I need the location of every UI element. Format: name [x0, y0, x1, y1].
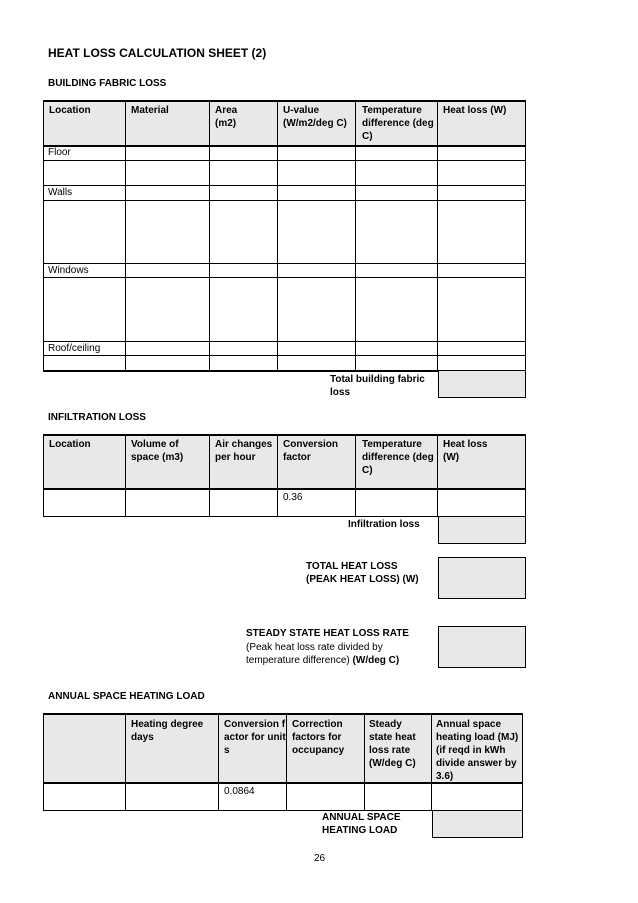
annual-header-conversion: Conversion factor for units: [224, 719, 286, 756]
annual-header-correction: Correction factors for occupancy: [292, 719, 345, 756]
annual-section-title: ANNUAL SPACE HEATING LOAD: [48, 691, 205, 702]
steady-state-title: STEADY STATE HEAT LOSS RATE: [246, 628, 409, 639]
fabric-row-windows: Windows: [48, 265, 89, 276]
fabric-row-walls: Walls: [48, 187, 73, 198]
annual-header-annual-load: Annual space heating load (MJ) (if reqd in kWh divide answer by 3.6): [436, 719, 519, 782]
page-number: 26: [314, 853, 326, 864]
infiltration-header-heat-loss: Heat loss (W): [443, 439, 488, 463]
annual-load-label: ANNUAL SPACE HEATING LOAD: [322, 812, 401, 836]
steady-state-note-text: (Peak heat loss rate divided by temperature difference): [246, 642, 383, 666]
total-fabric-loss-box[interactable]: [438, 370, 526, 398]
infiltration-header-conversion: Conversion factor: [283, 439, 339, 463]
total-fabric-loss-label: Total building fabric loss: [330, 374, 425, 398]
annual-load-box[interactable]: [432, 810, 523, 838]
fabric-section-title: BUILDING FABRIC LOSS: [48, 78, 167, 89]
steady-state-note: [246, 641, 416, 667]
infiltration-header-volume: Volume of space (m3): [131, 439, 184, 463]
steady-state-box[interactable]: [438, 626, 526, 668]
infiltration-conversion-value: 0.36: [283, 492, 303, 503]
steady-state-unit: (W/deg C): [352, 655, 400, 666]
fabric-header-heat-loss: Heat loss (W): [443, 105, 507, 116]
infiltration-header-air-changes: Air changes per hour: [215, 439, 273, 463]
fabric-header-material: Material: [131, 105, 169, 116]
infiltration-header-location: Location: [49, 439, 91, 450]
fabric-header-location: Location: [49, 105, 91, 116]
total-heat-loss-label: TOTAL HEAT LOSS (PEAK HEAT LOSS) (W): [306, 561, 419, 585]
fabric-header-area-unit: (m2): [215, 118, 237, 129]
infiltration-header-temperature: Temperature difference (deg C): [362, 439, 434, 476]
fabric-header-temperature: Temperature difference (deg C): [362, 105, 434, 142]
infiltration-section-title: INFILTRATION LOSS: [48, 412, 146, 423]
fabric-row-roof: Roof/ceiling: [48, 343, 101, 354]
total-heat-loss-box[interactable]: [438, 557, 526, 599]
infiltration-loss-box[interactable]: [438, 516, 526, 544]
fabric-row-floor: Floor: [48, 147, 71, 158]
annual-header-steady-state: Steady state heat loss rate (W/deg C): [369, 719, 416, 769]
infiltration-loss-label: Infiltration loss: [348, 519, 420, 530]
annual-conversion-value: 0.0864: [224, 786, 255, 797]
annual-header-degree-days: Heating degree days: [131, 719, 204, 743]
fabric-header-area: Area: [215, 105, 238, 116]
fabric-header-uvalue-unit: (W/m2/deg C): [283, 118, 347, 129]
page-title: HEAT LOSS CALCULATION SHEET (2): [48, 46, 267, 60]
fabric-header-uvalue: U-value: [283, 105, 320, 116]
